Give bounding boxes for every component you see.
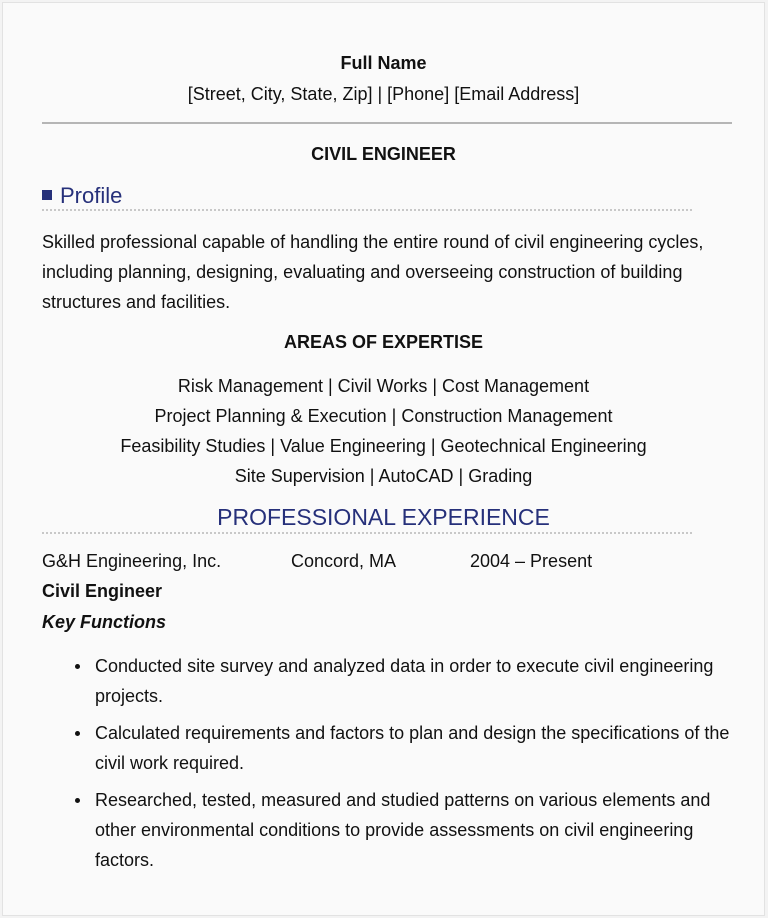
list-item bbox=[95, 785, 740, 875]
profile-heading-label: Profile bbox=[60, 183, 123, 208]
experience-heading: PROFESSIONAL EXPERIENCE bbox=[217, 504, 550, 530]
full-name: Full Name bbox=[340, 53, 427, 73]
profile-text: Skilled professional capable of handling the entire round of civil engineering cycles, including planning, designing, evaluating and overseeing construction of building structures and facilities. bbox=[42, 232, 704, 312]
expertise-heading: AREAS OF EXPERTISE bbox=[283, 332, 484, 352]
bullet-icon bbox=[75, 664, 80, 669]
profile-heading bbox=[42, 183, 122, 209]
role-title: Civil Engineer bbox=[42, 581, 163, 601]
expertise-line: Project Planning & Execution | Construction Management bbox=[154, 406, 613, 426]
bullet-icon bbox=[75, 731, 80, 736]
expertise-line: Risk Management | Civil Works | Cost Management bbox=[177, 376, 590, 396]
header-divider bbox=[42, 122, 732, 124]
list-item-text: Researched, tested, measured and studied patterns on various elements and other environmental conditions to provide assessments on civil engineering factors. bbox=[95, 790, 711, 870]
resume-page bbox=[2, 2, 765, 916]
job-title: CIVIL ENGINEER bbox=[311, 144, 456, 164]
list-item-text: Conducted site survey and analyzed data in order to execute civil engineering projects. bbox=[95, 656, 714, 706]
employer-location: Concord, MA bbox=[291, 551, 397, 571]
key-functions-heading: Key Functions bbox=[42, 612, 167, 632]
expertise-line: Site Supervision | AutoCAD | Grading bbox=[234, 466, 533, 486]
square-bullet-icon bbox=[42, 190, 52, 200]
profile-divider bbox=[42, 209, 692, 211]
expertise-line: Feasibility Studies | Value Engineering | Geotechnical Engineering bbox=[120, 436, 647, 456]
list-item-text: Calculated requirements and factors to plan and design the specifications of the civil work required. bbox=[95, 723, 730, 773]
experience-divider bbox=[42, 532, 692, 534]
employer-name: G&H Engineering, Inc. bbox=[42, 551, 222, 571]
list-item bbox=[95, 651, 740, 711]
contact-line: [Street, City, State, Zip] | [Phone] [Email Address] bbox=[187, 84, 580, 104]
key-functions-list bbox=[95, 651, 740, 882]
list-item bbox=[95, 718, 740, 778]
employment-dates: 2004 – Present bbox=[470, 551, 593, 571]
bullet-icon bbox=[75, 798, 80, 803]
expertise-list bbox=[3, 371, 764, 491]
